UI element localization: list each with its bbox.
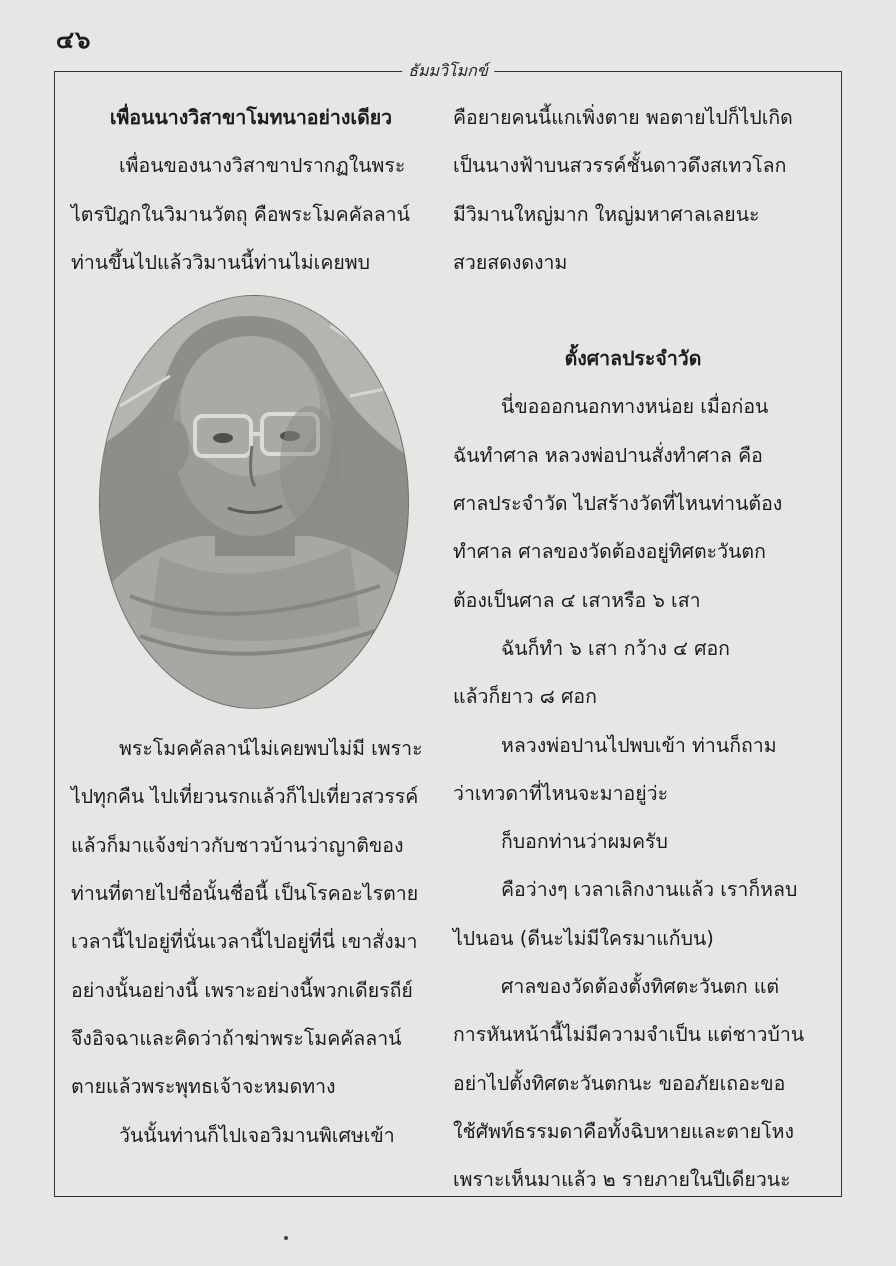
text-line: ว่าเทวดาที่ไหนจะมาอยู่ว่ะ [453, 781, 669, 805]
monk-portrait-illustration [100, 296, 408, 708]
text-line: ฉันทำศาล หลวงพ่อปานสั่งทำศาล คือ [453, 443, 763, 467]
page-frame [54, 61, 842, 1197]
text-line: แล้วก็มาแจ้งข่าวกับชาวบ้านว่าญาติของ [71, 833, 404, 857]
text-line: ต้องเป็นศาล ๔ เสาหรือ ๖ เสา [453, 588, 701, 612]
text-line: ไปทุกคืน ไปเที่ยวนรกแล้วก็ไปเที่ยวสวรรค์ [71, 785, 419, 809]
text-line: ไปนอน (ดีนะไม่มีใครมาแก้บน) [453, 926, 714, 950]
photo-container [71, 287, 431, 725]
text-line: พระโมคคัลลาน์ไม่เคยพบไม่มี เพราะ [119, 737, 423, 761]
running-header: ธัมมวิโมกข์ [402, 59, 494, 84]
text-line: จึงอิจฉาและคิดว่าถ้าฆ่าพระโมคคัลลาน์ [71, 1026, 402, 1050]
text-line: ศาลประจำวัด ไปสร้างวัดที่ไหนท่านต้อง [453, 492, 783, 516]
text-line: ทำศาล ศาลของวัดต้องอยู่ทิศตะวันตก [453, 540, 766, 564]
text-line: สวยสดงดงาม [453, 250, 568, 274]
text-line: ศาลของวัดต้องตั้งทิศตะวันตก แต่ [501, 975, 780, 999]
text-line: เพื่อนของนางวิสาขาปรากฏในพระ [119, 154, 406, 178]
text-line: อย่าไปตั้งทิศตะวันตกนะ ขออภัยเถอะขอ [453, 1071, 786, 1095]
section-heading: ตั้งศาลประจำวัด [564, 347, 702, 371]
text-line: ใช้ศัพท์ธรรมดาคือทั้งฉิบหายและตายโหง [453, 1119, 795, 1143]
spacer [453, 287, 813, 335]
text-line: ไตรปิฎกในวิมานวัตถุ คือพระโมคคัลลาน์ [71, 202, 410, 226]
text-line: ตายแล้วพระพุทธเจ้าจะหมดทาง [71, 1075, 336, 1099]
text-line: ฉันก็ทำ ๖ เสา กว้าง ๔ ศอก [501, 636, 730, 660]
monk-portrait-photo [99, 295, 409, 709]
text-line: เป็นนางฟ้าบนสวรรค์ชั้นดาวดึงสเทวโลก [453, 154, 787, 178]
section-heading: เพื่อนนางวิสาขาโมทนาอย่างเดียว [109, 106, 393, 129]
text-line: เวลานี้ไปอยู่ที่นั่นเวลานี้ไปอยู่ที่นี่ เขาสั่งมา [71, 930, 418, 954]
left-column [71, 94, 431, 1160]
text-line: แล้วก็ยาว ๘ ศอก [453, 685, 597, 709]
text-line: การหันหน้านี้ไม่มีความจำเป็น แต่ชาวบ้าน [453, 1023, 805, 1047]
text-line: คือว่างๆ เวลาเลิกงานแล้ว เราก็หลบ [501, 878, 798, 902]
print-speck [284, 1236, 288, 1240]
text-line: วันนั้นท่านก็ไปเจอวิมานพิเศษเข้า [119, 1123, 395, 1147]
text-line: เพราะเห็นมาแล้ว ๒ รายภายในปีเดียวนะ [453, 1168, 791, 1192]
text-line: หลวงพ่อปานไปพบเข้า ท่านก็ถาม [501, 733, 777, 757]
text-line: มีวิมานใหญ่มาก ใหญ่มหาศาลเลยนะ [453, 202, 760, 226]
text-line: คือยายคนนี้แกเพิ่งตาย พอตายไปก็ไปเกิด [453, 106, 793, 129]
text-line: ท่านขึ้นไปแล้ววิมานนี้ท่านไม่เคยพบ [71, 250, 371, 274]
right-column [453, 94, 813, 1205]
text-line: ท่านที่ตายไปชื่อนั้นชื่อนี้ เป็นโรคอะไรตาย [71, 882, 419, 906]
text-line: นี่ขอออกนอกทางหน่อย เมื่อก่อน [501, 395, 769, 419]
page-number: ๔๖ [56, 26, 92, 54]
text-line: ก็บอกท่านว่าผมครับ [501, 830, 668, 854]
text-line: อย่างนั้นอย่างนี้ เพราะอย่างนี้พวกเดียรถีย์ [71, 978, 413, 1002]
